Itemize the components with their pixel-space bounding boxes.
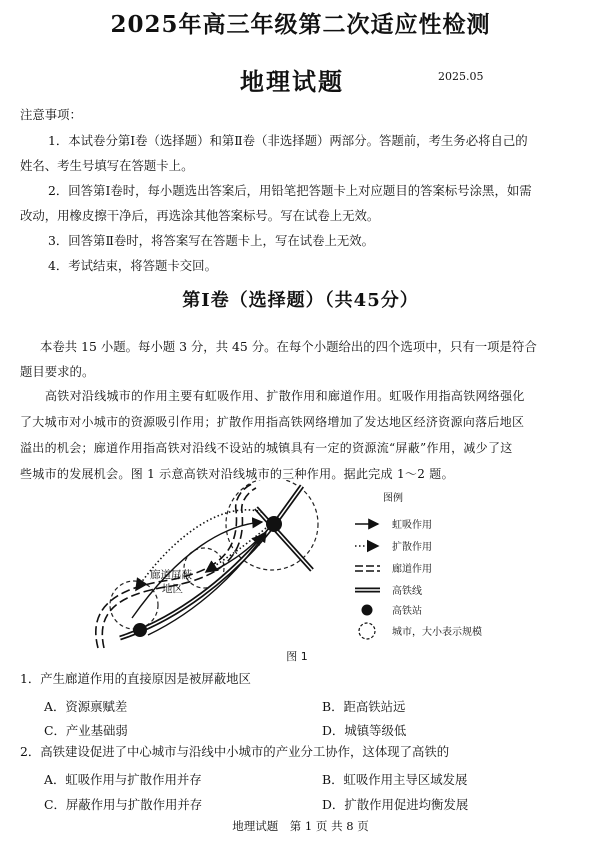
notice-line-1: 1．本试卷分第Ⅰ卷（选择题）和第Ⅱ卷（非选择题）两部分。答题前，考生务必将自己的 [48,133,528,148]
section-intro-line-2: 题目要求的。 [20,364,95,379]
high-speed-rail-line [120,486,302,638]
legend-siphon-label: 虹吸作用 [392,520,432,531]
figure-1-diagram [0,480,601,675]
station-bottom [133,623,147,637]
passage-line-1: 高铁对沿线城市的作用主要有虹吸作用、扩散作用和廊道作用。虹吸作用指高铁网络强化 [45,389,525,403]
notice-line-2: 姓名、考生号填写在答题卡上。 [20,158,194,173]
map-label-1: 廊道屏蔽 [150,569,192,581]
map-label-2: 地区 [162,583,183,595]
question-2-option-d[interactable]: D．扩散作用促进均衡发展 [322,797,469,812]
section-intro-line-1: 本卷共 15 小题。每小题 3 分，共 45 分。在每个小题给出的四个选项中，只有一项是符合 [40,339,537,354]
station-top [266,516,282,532]
question-1-option-b[interactable]: B．距高铁站远 [322,699,406,714]
legend-title: 图例 [383,493,403,504]
exam-subtitle: 地理试题 [240,67,344,96]
notice-line-5: 3．回答第Ⅱ卷时，将答案写在答题卡上，写在试卷上无效。 [48,233,375,248]
question-2-option-c[interactable]: C．屏蔽作用与扩散作用并存 [44,797,203,812]
notice-heading: 注意事项： [20,107,82,122]
legend-rail [355,584,422,597]
passage-line-4: 些城市的发展机会。图 1 示意高铁对沿线城市的三种作用。据此完成 1～2 题。 [20,467,454,481]
notice-line-6: 4．考试结束，将答题卡交回。 [48,258,217,273]
legend-diffusion [355,540,432,553]
legend-city [359,623,482,639]
question-2-stem: 2．高铁建设促进了中心城市与沿线中小城市的产业分工协作，这体现了高铁的 [20,744,450,759]
legend-station [362,604,423,617]
legend-city-label: 城市，大小表示规模 [392,627,482,638]
exam-date: 2025.05 [438,70,484,83]
notice-line-3: 2．回答第Ⅰ卷时，每小题选出答案后，用铅笔把答题卡上对应题目的答案标号涂黑，如需 [48,183,532,198]
passage-line-2: 了大城市对小城市的资源吸引作用；扩散作用指高铁网络增加了发达地区经济资源向落后地区 [20,415,525,429]
legend-corridor-label: 廊道作用 [392,564,432,575]
legend-diffusion-label: 扩散作用 [392,542,432,553]
question-1-option-d[interactable]: D．城镇等级低 [322,723,407,738]
legend-station-label: 高铁站 [392,606,422,617]
legend-corridor [355,562,432,575]
page-footer: 地理试题 第 1 页 共 8 页 [232,819,369,833]
figure-caption: 图 1 [286,650,308,663]
question-1-option-c[interactable]: C．产业基础弱 [44,723,128,738]
notice-line-4: 改动，用橡皮擦干净后，再选涂其他答案标号。写在试卷上无效。 [20,208,380,223]
section-title: 第Ⅰ卷（选择题）（共45分） [182,290,419,311]
question-2-option-a[interactable]: A．虹吸作用与扩散作用并存 [44,772,202,787]
legend-rail-label: 高铁线 [392,586,422,597]
question-1-stem: 1．产生廊道作用的直接原因是被屏蔽地区 [20,671,251,686]
passage-line-3: 溢出的机会；廊道作用指高铁对沿线不设站的城镇具有一定的资源流“屏蔽”作用，减少了这 [20,441,513,455]
question-2-option-b[interactable]: B．虹吸作用主导区域发展 [322,772,468,787]
corridor-line-1 [96,484,252,648]
legend-siphon [355,518,432,531]
exam-title: 2025年高三年级第二次适应性检测 [110,11,491,38]
question-1-option-a[interactable]: A．资源禀赋差 [44,699,128,714]
